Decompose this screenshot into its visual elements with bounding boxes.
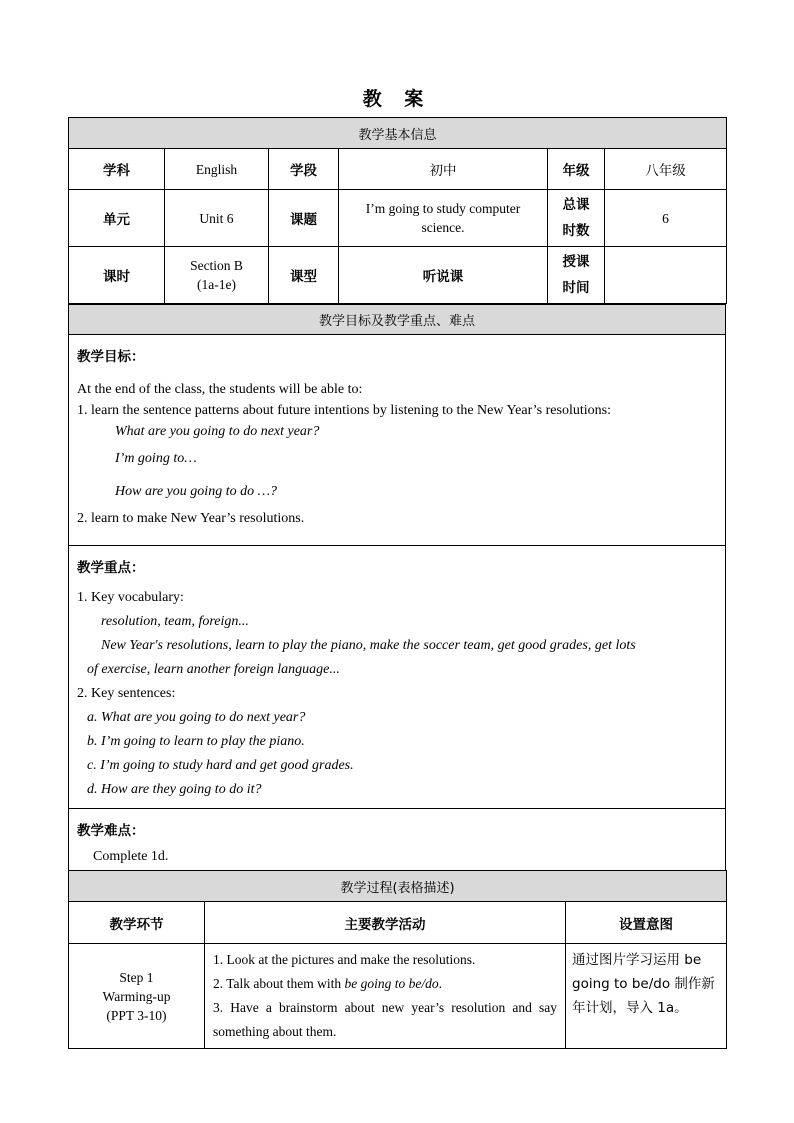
step-1-number: Step 1 (119, 969, 154, 985)
objective-example-2: I’m going to… (115, 451, 197, 466)
objective-example-1: What are you going to do next year? (115, 424, 320, 439)
basic-info-table (68, 117, 727, 304)
topic-label: 课题 (269, 190, 339, 247)
teach-time-label (548, 247, 605, 304)
activity-1: 1. Look at the pictures and make the resolutions. (213, 952, 476, 967)
key-vocab-label: 1. Key vocabulary: (77, 590, 184, 605)
process-header: 教学过程(表格描述) (69, 871, 727, 902)
col-activity-header: 主要教学活动 (205, 902, 566, 944)
page-title: 教 案 (362, 88, 432, 110)
grade-label: 年级 (548, 149, 605, 190)
subject-value: English (165, 149, 269, 190)
type-value: 听说课 (339, 247, 548, 304)
key-vocab-line-2: New Year's resolutions, learn to play the piano, make the soccer team, get good grades, get lots (101, 638, 636, 653)
activity-2 (213, 972, 557, 996)
stage-value: 初中 (339, 149, 548, 190)
total-hours-label-line1: 总课 (562, 197, 590, 213)
total-hours-label (548, 190, 605, 247)
step-1-ppt: (PPT 3-10) (106, 1007, 167, 1023)
key-sentence-d: d. How are they going to do it? (87, 782, 262, 797)
total-hours-label-line2: 时数 (562, 223, 590, 239)
teach-time-label-line1: 授课 (562, 254, 590, 270)
basic-info-header: 教学基本信息 (69, 118, 727, 149)
teach-time-label-line2: 时间 (562, 280, 590, 296)
objectives-section (69, 335, 726, 546)
process-table (68, 870, 727, 1049)
key-vocab-line-3: of exercise, learn another foreign language... (87, 662, 340, 677)
difficulties-title: 教学难点： (77, 823, 145, 839)
key-points-title: 教学重点： (77, 560, 145, 576)
objectives-title: 教学目标： (77, 349, 145, 365)
stage-label: 学段 (269, 149, 339, 190)
objective-item-2: 2. learn to make New Year’s resolutions. (77, 511, 305, 526)
key-sentence-c: c. I’m going to study hard and get good grades. (87, 758, 354, 773)
unit-label: 单元 (69, 190, 165, 247)
step-1-name: Warming-up (102, 988, 171, 1004)
activity-2-text: 2. Talk about them with (213, 976, 345, 991)
period-value-line1: Section B (190, 258, 243, 273)
key-sentences-label: 2. Key sentences: (77, 686, 176, 701)
period-value (165, 247, 269, 304)
difficulties-section (69, 809, 726, 876)
topic-value: I’m going to study computer science. (339, 190, 548, 247)
step-1-purpose: 通过图片学习运用 be going to be/do 制作新年计划，导入 1a。 (566, 944, 727, 1049)
key-points-section (69, 546, 726, 809)
teach-time-value (605, 247, 727, 304)
col-step-header: 教学环节 (69, 902, 205, 944)
objective-example-3: How are you going to do …? (115, 484, 278, 499)
activity-2-end: . (438, 976, 443, 991)
key-sentence-a: a. What are you going to do next year? (87, 710, 306, 725)
activity-2-phrase: be going to be/do (344, 976, 439, 991)
goals-table (68, 304, 726, 876)
objective-item-1: 1. learn the sentence patterns about future intentions by listening to the New Year’s resolutions: (77, 403, 611, 418)
total-hours-value: 6 (605, 190, 727, 247)
period-value-line2: (1a-1e) (197, 277, 236, 292)
activity-3: 3. Have a brainstorm about new year’s resolution and say something about them. (213, 1000, 557, 1039)
subject-label: 学科 (69, 149, 165, 190)
unit-value: Unit 6 (165, 190, 269, 247)
objectives-intro: At the end of the class, the students will be able to: (77, 382, 363, 397)
step-1-cell (69, 944, 205, 1049)
type-label: 课型 (269, 247, 339, 304)
step-1-activities (205, 944, 566, 1049)
difficulties-text: Complete 1d. (93, 849, 169, 864)
grade-value: 八年级 (605, 149, 727, 190)
col-purpose-header: 设置意图 (566, 902, 727, 944)
key-vocab-line-1: resolution, team, foreign... (101, 614, 249, 629)
period-label: 课时 (69, 247, 165, 304)
key-sentence-b: b. I’m going to learn to play the piano. (87, 734, 305, 749)
goals-header: 教学目标及教学重点、难点 (69, 305, 726, 335)
